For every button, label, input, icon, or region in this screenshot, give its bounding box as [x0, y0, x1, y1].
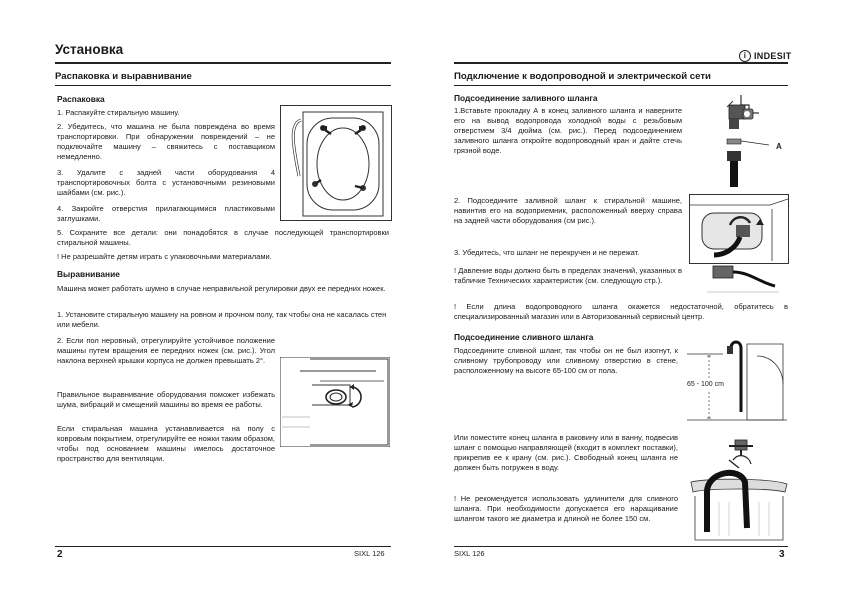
- hose-fitting-figure: [705, 262, 781, 298]
- inlet-connection-figure: [689, 194, 789, 264]
- title-rule: [55, 62, 391, 64]
- adjustable-foot-figure: [280, 357, 390, 447]
- drain-extension-warning: ! Не рекомендуется использовать удлинители для сливного шланга. При необходимости допускается его наращивание шлангом такого же диаметра и длиной не более 150 см.: [454, 494, 678, 523]
- page-number: 3: [779, 549, 785, 560]
- leveling-intro: Машина может работать шумно в случае неправильной регулировки двух ее передних ножек.: [57, 284, 386, 293]
- section-heading-connection: Подключение к водопроводной и электрической сети: [454, 71, 711, 82]
- drain-height-label: 65 - 100 cm: [687, 381, 724, 388]
- transport-bolts-figure: [280, 105, 392, 221]
- indesit-logo-icon: i: [739, 50, 751, 62]
- drain-step-1: Подсоедините сливной шланг, так чтобы он не был изогнут, к сливному трубопроводу или сливному отверстию в стене, расположенному на высоте 65-100 см от пола.: [454, 346, 678, 375]
- inlet-hose-figure: [689, 93, 789, 189]
- inlet-heading: Подсоединение заливного шланга: [454, 93, 598, 103]
- footer-rule: [454, 546, 788, 547]
- model-name: SIXL 126: [354, 549, 385, 558]
- unpack-step-3: 3. Удалите с задней части оборудования 4 транспортировочных болта с установочными резиновыми шайбами (см. рис.).: [57, 168, 275, 197]
- drain-height-figure: [683, 334, 787, 424]
- inlet-pressure-note: ! Давление воды должно быть в пределах значений, указанных в табличке Технических характеристик (см. следующую стр.).: [454, 266, 682, 285]
- unpack-step-5: 5. Сохраните все детали: они понадобятся в случае последующей транспортировки стиральной машины.: [57, 228, 389, 247]
- unpack-step-4: 4. Закройте отверстия прилагающимися пластиковыми заглушками.: [57, 204, 275, 223]
- section-rule: [55, 85, 391, 86]
- unpack-warning: ! Не разрешайте детям играть с упаковочными материалами.: [57, 252, 272, 261]
- inlet-length-note: ! Если длина водопроводного шланга окажется недостаточной, обратитесь в специализированный магазин или в Авторизованный сервисный центр.: [454, 302, 788, 321]
- leveling-benefit: Правильное выравнивание оборудования поможет избежать шума, вибраций и смещений машины во время ее работы.: [57, 390, 275, 409]
- unpack-step-1: 1. Распакуйте стиральную машину.: [57, 108, 180, 117]
- leveling-step-2: 2. Если пол неровный, отрегулируйте устойчивое положение машины путем вращения ее передних ножек (см. рис.). Угол наклона верхней крышки корпуса не должен превышать 2°.: [57, 336, 275, 365]
- indesit-logo: [739, 50, 792, 62]
- drain-step-2: Или поместите конец шланга в раковину или в ванну, подвесив шланг с помощью направляющей (входит в комплект поставки), прикрепив ее к крану (см. рис.). Свободный конец шланга не должен быть погружен в воду.: [454, 433, 678, 472]
- leveling-heading: Выравнивание: [57, 269, 120, 279]
- footer-rule: [55, 546, 391, 547]
- section-rule: [454, 85, 788, 86]
- unpack-heading: Распаковка: [57, 94, 105, 104]
- leveling-step-1: 1. Установите стиральную машину на ровном и прочном полу, так чтобы она не касалась стен или мебели.: [57, 310, 387, 329]
- inlet-step-2: 2. Подсоедините заливной шланг к стиральной машине, навинтив его на водоприемник, расположенный вверху справа на задней части оборудования (см рис.).: [454, 196, 682, 225]
- section-heading-unpack-level: Распаковка и выравнивание: [55, 71, 192, 82]
- title-rule: [454, 62, 788, 64]
- model-name: SIXL 126: [454, 549, 485, 558]
- washer-a-label: A: [776, 142, 782, 151]
- drain-heading: Подсоединение сливного шланга: [454, 332, 594, 342]
- sink-hose-figure: [689, 432, 789, 544]
- inlet-step-3: 3. Убедитесь, что шланг не перекручен и не пережат.: [454, 248, 640, 257]
- unpack-step-2: 2. Убедитесь, что машина не была повреждена во время транспортировки. При обнаружении повреждений – не подключайте машину – свяжитесь с поставщиком немедленно.: [57, 122, 275, 161]
- page-number: 2: [57, 549, 63, 560]
- right-page: [421, 0, 842, 595]
- leveling-carpet: Если стиральная машина устанавливается на полу с ковровым покрытием, отрегулируйте ее ножки таким образом, чтобы под основанием машины имелось достаточное пространство для вентиляции.: [57, 424, 275, 463]
- inlet-step-1: 1.Вставьте прокладку А в конец заливного шланга и наверните его на вывод водопровода холодной воды с резьбовым отверстием 3/4 дюйма (см. рис.). Перед подсоединением заливного шланга откройте водопроводный кран и дайте стечь грязной воде.: [454, 106, 682, 155]
- page-title: Установка: [55, 42, 124, 57]
- brand-name: INDESIT: [754, 51, 792, 61]
